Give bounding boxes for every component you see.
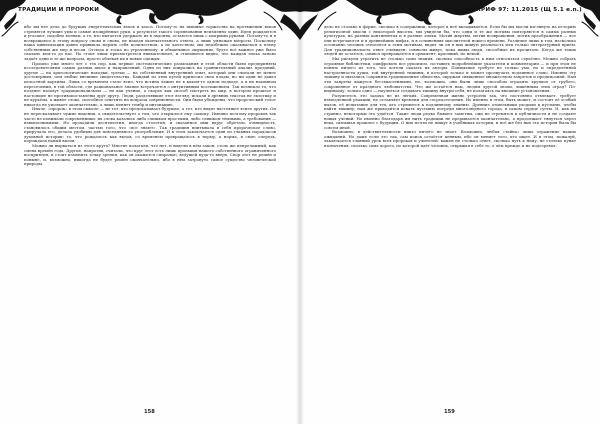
paragraph: Мы рискуем утратить не столько сами знания, сколько способность к ним относиться серьёзно. Можно собрать огромные библиотеки, оцифровать все рукописи, составить подробнейшие указатели и комментарии — и при этом не понять ничего из того, что хотели сказать их авторы. Понимание требует не только ума, но и определённой настроенности души, той внутренней тишины, в которой только и может прозвучать подлинное слово. Именно эту тишину и пытались сохранить традиционные общества, окружая священное множеством запретов и предписаний. Нам эти запреты кажутся бессмысленными, но, возможно, они были лишь способом оградить хрупкое от грубого, сокровенное от праздного любопытства. Что же остаётся нам, людям другой эпохи, лишённым этих оград? По-видимому, только одно — научиться создавать тишину внутри себя, не полагаясь на внешние установления. xyxy=(324,56,576,94)
running-head: ТРАДИЦИИ И ПРОРОКИ xyxy=(18,7,100,13)
paragraph: ибо им нет дела до будущих энергетических вехов и хаоса. Потому-то на пышные торжества на протяжении веков стремятся лучшие умы и самые изощрённые руки, а результат такого соревнования неизменно один. Идеи рождаются и угасают, подобно волнам, а те, кто пытается удержать их в ладонях, остаются лишь с мокрыми руками. Потому-то и я возвращаюсь к этому вопросу снова и снова, не находя окончательного ответа, а лишь умножая вопросы. Поскольку наша цивилизация давно привыкла мерить себя количеством, а не качеством, мы неизбежно оказываемся в плену собственных же мер и весов. Отсюда и тоска по утраченному, и обманчивое ощущение, будто всё важное уже было сказано кем-то до нас. Но стоит лишь присмотреться внимательнее, и становится видно, что каждая эпоха заново задаёт одни и те же вопросы, просто облекая их в новые одежды. xyxy=(24,25,276,62)
paragraph: Можно ли вырваться из этого круга? Многие полагали, что нет, и видели в нём закон, столь же непреложный, как смена времён года. Другие, напротив, считали, что круг этот есть лишь проекция нашего собственного ограниченного восприятия, и стоит изменить точку зрения, как он окажется спиралью, ведущей куда-то вверх. Спор этот не решён и поныне, и, возможно, никогда не будет решён окончательно, ибо в нём затронуто самое существо человеческой природы. xyxy=(24,143,276,167)
paragraph: дело не столько в форме, сколько в содержании, которое в неё вкладывается. Если бы мы могли взглянуть на историю религиозной мысли с некоторой высоты, мы увидели бы, что одни и те же мотивы повторяются в самых разных культурах, на разных континентах и в разные эпохи. Мотив жертвы, мотив возвращения, мотив преображения — все они встречаются и в древнейших мифах, и в сочинениях мыслителей нового времени. Различие лишь в том, насколько осознанно человек относится к этим мотивам, видит ли он в них живую реальность или только литературный приём. Для традиционалиста ответ очевиден: символы живут, пока живы люди, способные их прочитать. Когда же таких людей не остаётся, символ превращается в орнамент, красивый, но немой. xyxy=(324,25,576,57)
right-page xyxy=(300,0,600,424)
page-number: 158 xyxy=(144,409,155,415)
page-number: 159 xyxy=(444,409,455,415)
paragraph: Возможно, в действительности никто ничего не знает. Возможно, любая «тайна» лишь отражение наших ожиданий. Но даже если это так, сам поиск остаётся ценным, ибо он меняет того, кто ищет. И в этом, пожалуй, заключается главный урок всех пророков и учителей: важен не столько ответ, сколько путь к нему, не столько пункт назначения, сколько сама дорога, по которой идёт человек, открывая в себе то, о чём прежде и не подозревал. xyxy=(324,129,576,149)
running-head: АПОКРИФ 97: 11.2015 (Щ 5.1 e.n.) xyxy=(461,7,582,13)
paragraph: Прошло уже много лет с тех пор, как первые систематические разыскания в этой области были предприняты исследователями самых разных школ и направлений. Одни из них опирались на сравнительный анализ преданий, другие — на археологические находки, третьи — на собственный внутренний опыт, который они считали не менее достоверным, чем любые внешние свидетельства. Каждый из этих путей приносил свои плоды, но ни один не давал целостной картины. Лишь со временем стало ясно, что истина лежит не в каком-то одном подходе, а в их взаимном пересечении, в той области, где рациональное знание встречается с интуитивным постижением. Так возникло то, что позднее назовут традиционализмом — не как учение, а скорее как способ смотреть на мир, в котором прошлое и настоящее не противопоставлены друг другу. Люди, разделявшие этот взгляд, искали в древних текстах не экзотику и не курьёзы, а живое слово, способное ответить на вопросы современности. Они были убеждены, что пророческий голос никогда не умолкает окончательно, а лишь меняет тембр и интонацию. xyxy=(24,60,276,107)
paragraph: Разумеется, это задача не из лёгких. Современная жизнь устроена так, что постоянно отвлекает, требует немедленной реакции, не оставляет времени для сосредоточения. Но именно в этом, быть может, и состоит её особый вызов, её испытание для тех, кто стремится к подлинному знанию. Древние отшельники уходили в пустыню, чтобы найти тишину; нам же приходится искать пустыню посреди многолюдного города, в самом сердце суеты. И, как ни странно, некоторым это удаётся. Такие люди редко бывают заметны, они не стремятся к публичности и не создают новых учений. Но именно благодаря им нить традиции не прерывается окончательно, а продолжает тянуться через века, связывая прошлое с будущим. О них почти не пишут в учебниках истории, и всё же без них эта история была бы совсем иной. xyxy=(324,92,576,130)
book-gutter xyxy=(296,0,304,424)
paragraph: Иначе, «пророк» в этом смысле — не тот, кто предсказывает будущее, а тот, кто видит настоящее яснее других. Он не пересказывает чужие видения, а свидетельствует о том, что открылось ему самому. Именно поэтому пророков так часто не понимали современники: их слова казались либо слишком простыми, либо слишком тёмными, а требования — невыполнимыми. Но проходили десятилетия, иногда столетия, и сказанное ими вдруг обретало очевидность, становилось общим местом, частью того, что «все знают». Так традиция впитывала в себя пророческое слово, приручала его, делала удобным для повседневного употребления. И в этом заключается один из главных парадоксов духовной истории: то, что рождалось как вызов, со временем превращалось в норму, а норма, в свою очередь, порождала новый вызов. xyxy=(24,106,276,144)
body-text xyxy=(324,25,576,406)
body-text xyxy=(24,25,276,406)
